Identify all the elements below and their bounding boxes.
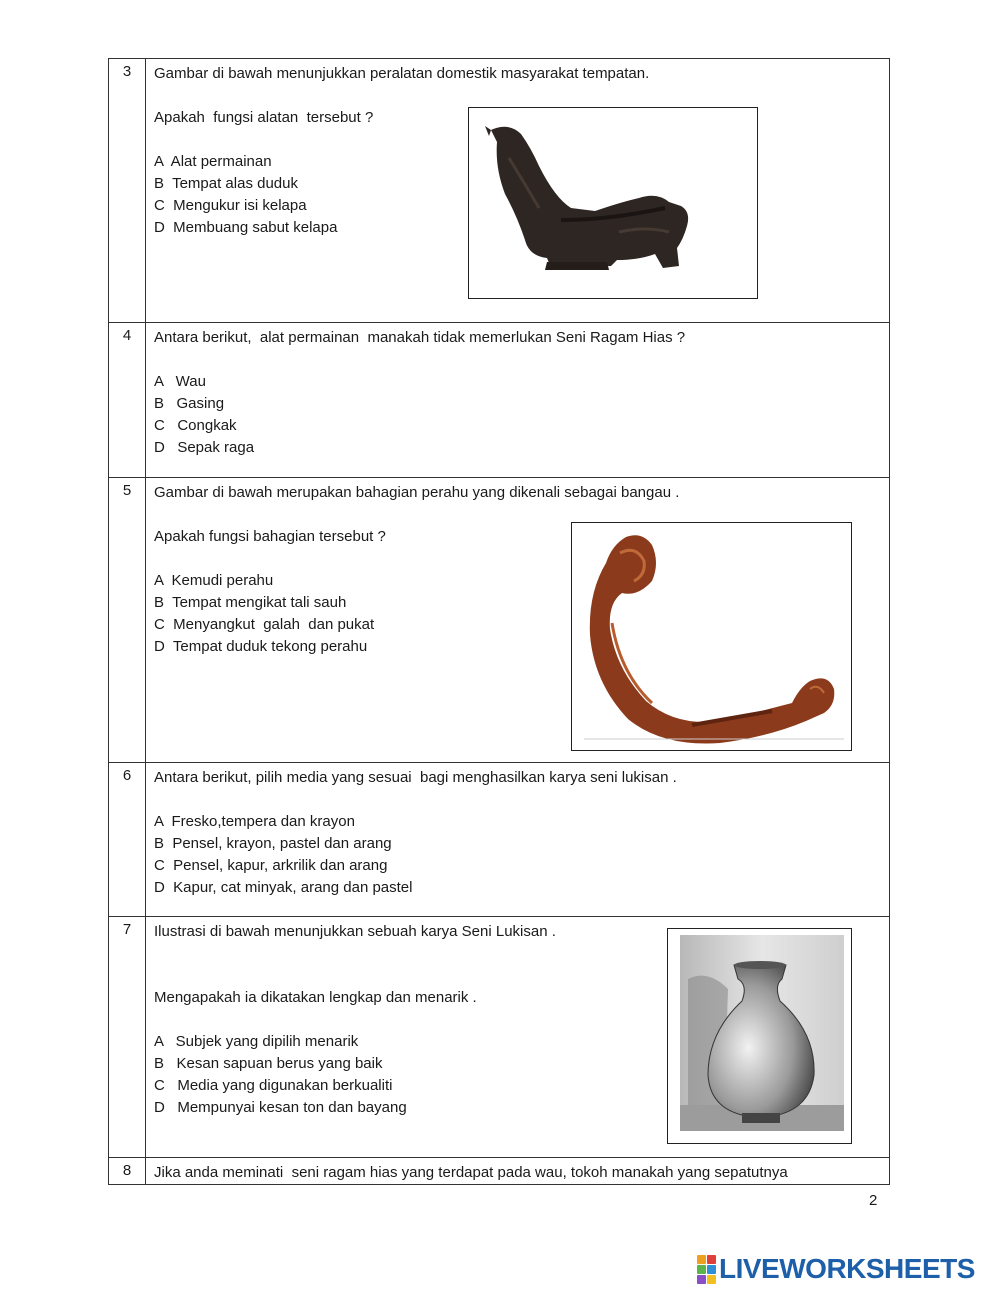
logo-blocks-icon [697, 1255, 716, 1284]
option-a[interactable]: A Wau [154, 373, 206, 390]
question-row-7 [109, 917, 890, 1158]
option-b[interactable]: B Kesan sapuan berus yang baik [154, 1055, 383, 1072]
question-prompt: Apakah fungsi bahagian tersebut ? [154, 528, 386, 545]
question-body [146, 763, 890, 917]
question-text: Gambar di bawah menunjukkan peralatan domestik masyarakat tempatan. [154, 65, 650, 82]
option-d[interactable]: D Membuang sabut kelapa [154, 219, 338, 236]
bangau-image [571, 522, 852, 751]
option-c[interactable]: C Congkak [154, 417, 237, 434]
question-number: 6 [109, 763, 146, 917]
option-a[interactable]: A Alat permainan [154, 153, 272, 170]
question-prompt: Apakah fungsi alatan tersebut ? [154, 109, 374, 126]
question-body [146, 917, 890, 1158]
question-text: Antara berikut, alat permainan manakah tidak memerlukan Seni Ragam Hias ? [154, 329, 686, 346]
option-a[interactable]: A Fresko,tempera dan krayon [154, 813, 355, 830]
question-table [108, 58, 890, 1185]
question-number: 5 [109, 478, 146, 763]
option-c[interactable]: C Media yang digunakan berkualiti [154, 1077, 393, 1094]
logo-text: LIVEWORKSHEETS [719, 1253, 975, 1284]
coconut-grater-image [468, 107, 758, 299]
option-b[interactable]: B Pensel, krayon, pastel dan arang [154, 835, 392, 852]
option-d[interactable]: D Kapur, cat minyak, arang dan pastel [154, 879, 413, 896]
option-b[interactable]: B Gasing [154, 395, 225, 412]
question-text: Jika anda meminati seni ragam hias yang terdapat pada wau, tokoh manakah yang sepatutnya [154, 1164, 788, 1181]
option-a[interactable]: A Kemudi perahu [154, 572, 274, 589]
question-number: 4 [109, 323, 146, 478]
option-c[interactable]: C Mengukur isi kelapa [154, 197, 307, 214]
vase-drawing-image [667, 928, 852, 1144]
question-body [146, 1158, 890, 1185]
question-prompt: Mengapakah ia dikatakan lengkap dan menarik . [154, 989, 477, 1006]
question-text: Antara berikut, pilih media yang sesuai bagi menghasilkan karya seni lukisan . [154, 769, 677, 786]
question-row-3 [109, 59, 890, 323]
question-number: 3 [109, 59, 146, 323]
question-body [146, 323, 890, 478]
option-b[interactable]: B Tempat mengikat tali sauh [154, 594, 347, 611]
page-number: 2 [869, 1192, 878, 1209]
question-text: Ilustrasi di bawah menunjukkan sebuah karya Seni Lukisan . [154, 923, 556, 940]
question-number: 8 [109, 1158, 146, 1185]
question-row-8 [109, 1158, 890, 1185]
question-row-5 [109, 478, 890, 763]
option-c[interactable]: C Menyangkut galah dan pukat [154, 616, 375, 633]
option-d[interactable]: D Sepak raga [154, 439, 255, 456]
liveworksheets-logo [697, 1254, 975, 1284]
option-b[interactable]: B Tempat alas duduk [154, 175, 298, 192]
question-number: 7 [109, 917, 146, 1158]
question-text: Gambar di bawah merupakan bahagian perahu yang dikenali sebagai bangau . [154, 484, 680, 501]
option-d[interactable]: D Tempat duduk tekong perahu [154, 638, 368, 655]
question-body [146, 478, 890, 763]
question-body [146, 59, 890, 323]
option-c[interactable]: C Pensel, kapur, arkrilik dan arang [154, 857, 388, 874]
question-row-6 [109, 763, 890, 917]
question-row-4 [109, 323, 890, 478]
option-d[interactable]: D Mempunyai kesan ton dan bayang [154, 1099, 407, 1116]
option-a[interactable]: A Subjek yang dipilih menarik [154, 1033, 359, 1050]
